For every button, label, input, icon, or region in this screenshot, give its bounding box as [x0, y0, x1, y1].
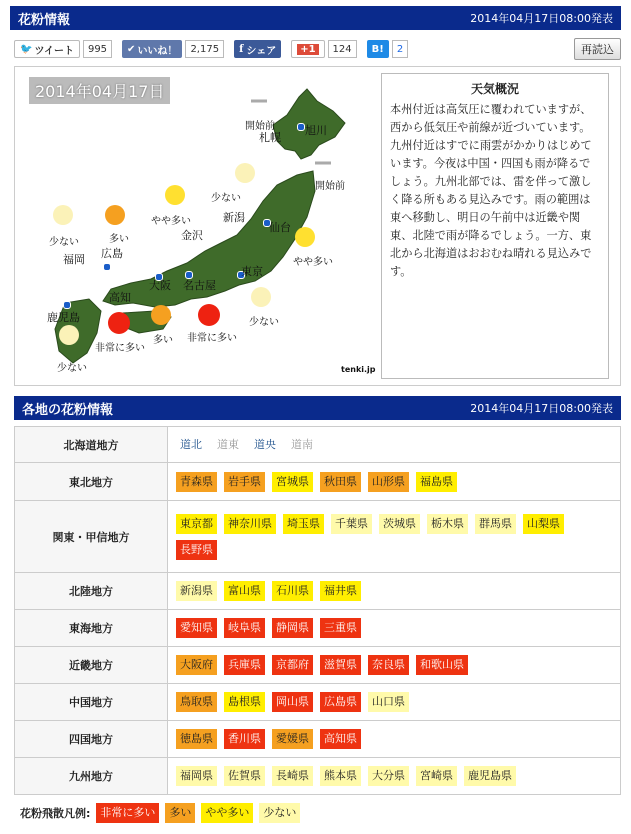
region-row: [15, 721, 621, 758]
prefecture-link[interactable]: 滋賀県: [320, 655, 361, 675]
prefecture-link[interactable]: 道南: [291, 437, 313, 451]
sun-icon-high: [105, 205, 125, 225]
prefecture-link[interactable]: 青森県: [176, 472, 217, 492]
map-credit: tenki.jp: [341, 365, 376, 374]
region-row: [15, 647, 621, 684]
prefecture-link[interactable]: 石川県: [272, 581, 313, 601]
city-label: 新潟: [223, 211, 245, 224]
city-label: 仙台: [269, 221, 291, 234]
region-name: 北陸地方: [15, 573, 168, 610]
twitter-icon: 🐦: [20, 43, 33, 55]
region-prefs: [168, 427, 621, 463]
thumbs-up-icon: ✔: [127, 43, 136, 55]
region-row: [15, 427, 621, 463]
region-name: 近畿地方: [15, 647, 168, 684]
prefecture-link[interactable]: 道東: [217, 437, 239, 451]
city-label: 金沢: [181, 229, 203, 242]
prefecture-link[interactable]: 山梨県: [523, 514, 564, 534]
prefecture-link[interactable]: 宮崎県: [416, 766, 457, 786]
prefecture-link[interactable]: 栃木県: [427, 514, 468, 534]
prefecture-link[interactable]: 福井県: [320, 581, 361, 601]
weather-text: 本州付近は高気圧に覆われていますが、西から低気圧や前線が近づいています。九州付近はすでに雨雲がかかりはじめています。今夜は中国・四国も雨が降るでしょう。九州北部では、雷を伴って激しく降る所もある見込みです。雨の範囲は東へ移動し、明日の午前中は近畿や関東、北陸で雨が降るでしょう。一方、東北から北海道はおおむね晴れる見込みです。: [390, 103, 592, 278]
prefecture-link[interactable]: 静岡県: [272, 618, 313, 638]
region-prefs: [168, 684, 621, 721]
pollen-level-label: 開始前: [245, 121, 275, 132]
prefecture-link[interactable]: 東京都: [176, 514, 217, 534]
prefecture-link[interactable]: 長野県: [176, 540, 217, 560]
region-prefs: [168, 758, 621, 795]
prefecture-link[interactable]: 秋田県: [320, 472, 361, 492]
prefecture-link[interactable]: 三重県: [320, 618, 361, 638]
prefecture-link[interactable]: 富山県: [224, 581, 265, 601]
legend-item: 多い: [165, 803, 195, 823]
sun-icon-very-high: [108, 312, 130, 334]
pollen-level-label: やや多い: [293, 257, 333, 268]
prefecture-link[interactable]: 福岡県: [176, 766, 217, 786]
prefecture-link[interactable]: 岐阜県: [224, 618, 265, 638]
sun-icon-very-high: [198, 304, 220, 326]
pollen-level-label: 非常に多い: [187, 333, 237, 344]
region-prefs: [168, 573, 621, 610]
legend-label: 花粉飛散凡例:: [20, 807, 91, 820]
pollen-level-label: 少ない: [249, 317, 279, 328]
prefecture-link[interactable]: 熊本県: [320, 766, 361, 786]
map-date: 2014年04月17日: [29, 77, 170, 104]
region-name: 関東・甲信地方: [15, 501, 168, 573]
prefecture-link[interactable]: 香川県: [224, 729, 265, 749]
prefecture-link[interactable]: 島根県: [224, 692, 265, 712]
pollen-level-label: 少ない: [49, 237, 79, 248]
prefecture-link[interactable]: 宮城県: [272, 472, 313, 492]
region-row: [15, 463, 621, 501]
prefecture-link[interactable]: 福島県: [416, 472, 457, 492]
pollen-level-label: 多い: [153, 335, 173, 346]
region-row: [15, 573, 621, 610]
section-date: 2014年04月17日08:00発表: [470, 402, 613, 415]
weather-summary: [381, 73, 609, 379]
sun-icon-low: [53, 205, 73, 225]
region-name: 東海地方: [15, 610, 168, 647]
prefecture-link[interactable]: 鳥取県: [176, 692, 217, 712]
legend-item: やや多い: [201, 803, 253, 823]
prefecture-link[interactable]: 埼玉県: [283, 514, 324, 534]
region-row: [15, 610, 621, 647]
section-title: 各地の花粉情報: [22, 402, 114, 418]
prefecture-link[interactable]: 大分県: [368, 766, 409, 786]
prefecture-link[interactable]: 大阪府: [176, 655, 217, 675]
prefecture-link[interactable]: 岩手県: [224, 472, 265, 492]
region-name: 中国地方: [15, 684, 168, 721]
facebook-icon: f: [239, 43, 244, 55]
gplus-button[interactable]: [291, 40, 324, 58]
gplus-count: 124: [328, 40, 357, 58]
reload-button[interactable]: 再読込: [574, 38, 621, 60]
pollen-level-label: 多い: [109, 234, 129, 245]
pollen-level-label: 非常に多い: [95, 343, 145, 354]
hatena-count: 2: [392, 40, 408, 58]
pollen-table: [14, 426, 621, 795]
prefecture-link[interactable]: 新潟県: [176, 581, 217, 601]
prefecture-link[interactable]: 道央: [254, 437, 276, 451]
city-dot: [103, 263, 111, 271]
city-dot: [63, 301, 71, 309]
prefecture-link[interactable]: 道北: [180, 437, 202, 451]
city-label: 旭川: [305, 124, 327, 137]
region-row: [15, 758, 621, 795]
prefecture-link[interactable]: 神奈川県: [224, 514, 276, 534]
region-name: 四国地方: [15, 721, 168, 758]
region-prefs: [168, 610, 621, 647]
region-name: 九州地方: [15, 758, 168, 795]
pollen-level-label: 少ない: [57, 363, 87, 374]
sun-icon-high: [151, 305, 171, 325]
prefecture-link[interactable]: 愛知県: [176, 618, 217, 638]
prefecture-link[interactable]: 佐賀県: [224, 766, 265, 786]
city-dot: [297, 123, 305, 131]
publish-date: 2014年04月17日08:00発表: [470, 12, 613, 25]
city-label: 福岡: [63, 253, 85, 266]
page-header: [10, 6, 621, 30]
prefecture-link[interactable]: 長崎県: [272, 766, 313, 786]
prefecture-link[interactable]: 京都府: [272, 655, 313, 675]
tweet-button[interactable]: 🐦 ツイート: [14, 40, 80, 58]
legend-item: 非常に多い: [96, 803, 159, 823]
pollen-level-label: 開始前: [315, 181, 345, 192]
prefecture-link[interactable]: 群馬県: [475, 514, 516, 534]
pollen-level-label: 少ない: [211, 193, 241, 204]
city-label: 高知: [109, 291, 131, 304]
prefecture-link[interactable]: 鹿児島県: [464, 766, 516, 786]
tweet-count: 995: [83, 40, 112, 58]
gplus-icon: +1: [297, 44, 318, 55]
region-prefs: [168, 647, 621, 684]
pollen-map-panel: [14, 66, 621, 386]
prefecture-link[interactable]: 広島県: [320, 692, 361, 712]
hatena-button[interactable]: B!: [367, 40, 389, 58]
region-row: [15, 684, 621, 721]
sun-icon-low: [235, 163, 255, 183]
prefecture-link[interactable]: 山口県: [368, 692, 409, 712]
sun-icon-moderate: [165, 185, 185, 205]
region-name: 北海道地方: [15, 427, 168, 463]
prefecture-link[interactable]: 愛媛県: [272, 729, 313, 749]
prefecture-link[interactable]: 山形県: [368, 472, 409, 492]
prefecture-link[interactable]: 兵庫県: [224, 655, 265, 675]
city-label: 東京: [241, 265, 263, 278]
city-label: 鹿児島: [47, 311, 80, 324]
sun-icon-low: [59, 325, 79, 345]
sun-icon-moderate: [295, 227, 315, 247]
like-count: 2,175: [185, 40, 224, 58]
region-name: 東北地方: [15, 463, 168, 501]
japan-map: [15, 67, 375, 385]
city-label: 大阪: [149, 279, 171, 292]
section-header: [14, 396, 621, 420]
legend: [20, 802, 306, 824]
social-bar: [14, 38, 621, 60]
page-title: 花粉情報: [18, 12, 71, 28]
region-prefs: [168, 501, 621, 573]
city-label: 広島: [101, 247, 123, 260]
prefecture-link[interactable]: 徳島県: [176, 729, 217, 749]
prefecture-link[interactable]: 岡山県: [272, 692, 313, 712]
city-label: 名古屋: [183, 279, 216, 292]
city-label: 札幌: [259, 131, 281, 144]
prefecture-link[interactable]: 茨城県: [379, 514, 420, 534]
prefecture-link[interactable]: 奈良県: [368, 655, 409, 675]
prefecture-link[interactable]: 高知県: [320, 729, 361, 749]
legend-item: 少ない: [259, 803, 300, 823]
region-row: [15, 501, 621, 573]
pollen-level-label: やや多い: [151, 216, 191, 227]
prefecture-link[interactable]: 和歌山県: [416, 655, 468, 675]
region-prefs: [168, 721, 621, 758]
prefecture-link[interactable]: 千葉県: [331, 514, 372, 534]
sun-icon-low: [251, 287, 271, 307]
region-prefs: [168, 463, 621, 501]
like-button[interactable]: ✔ いいね！: [122, 40, 182, 58]
share-button[interactable]: f シェア: [234, 40, 281, 58]
weather-title: 天気概況: [470, 82, 519, 96]
